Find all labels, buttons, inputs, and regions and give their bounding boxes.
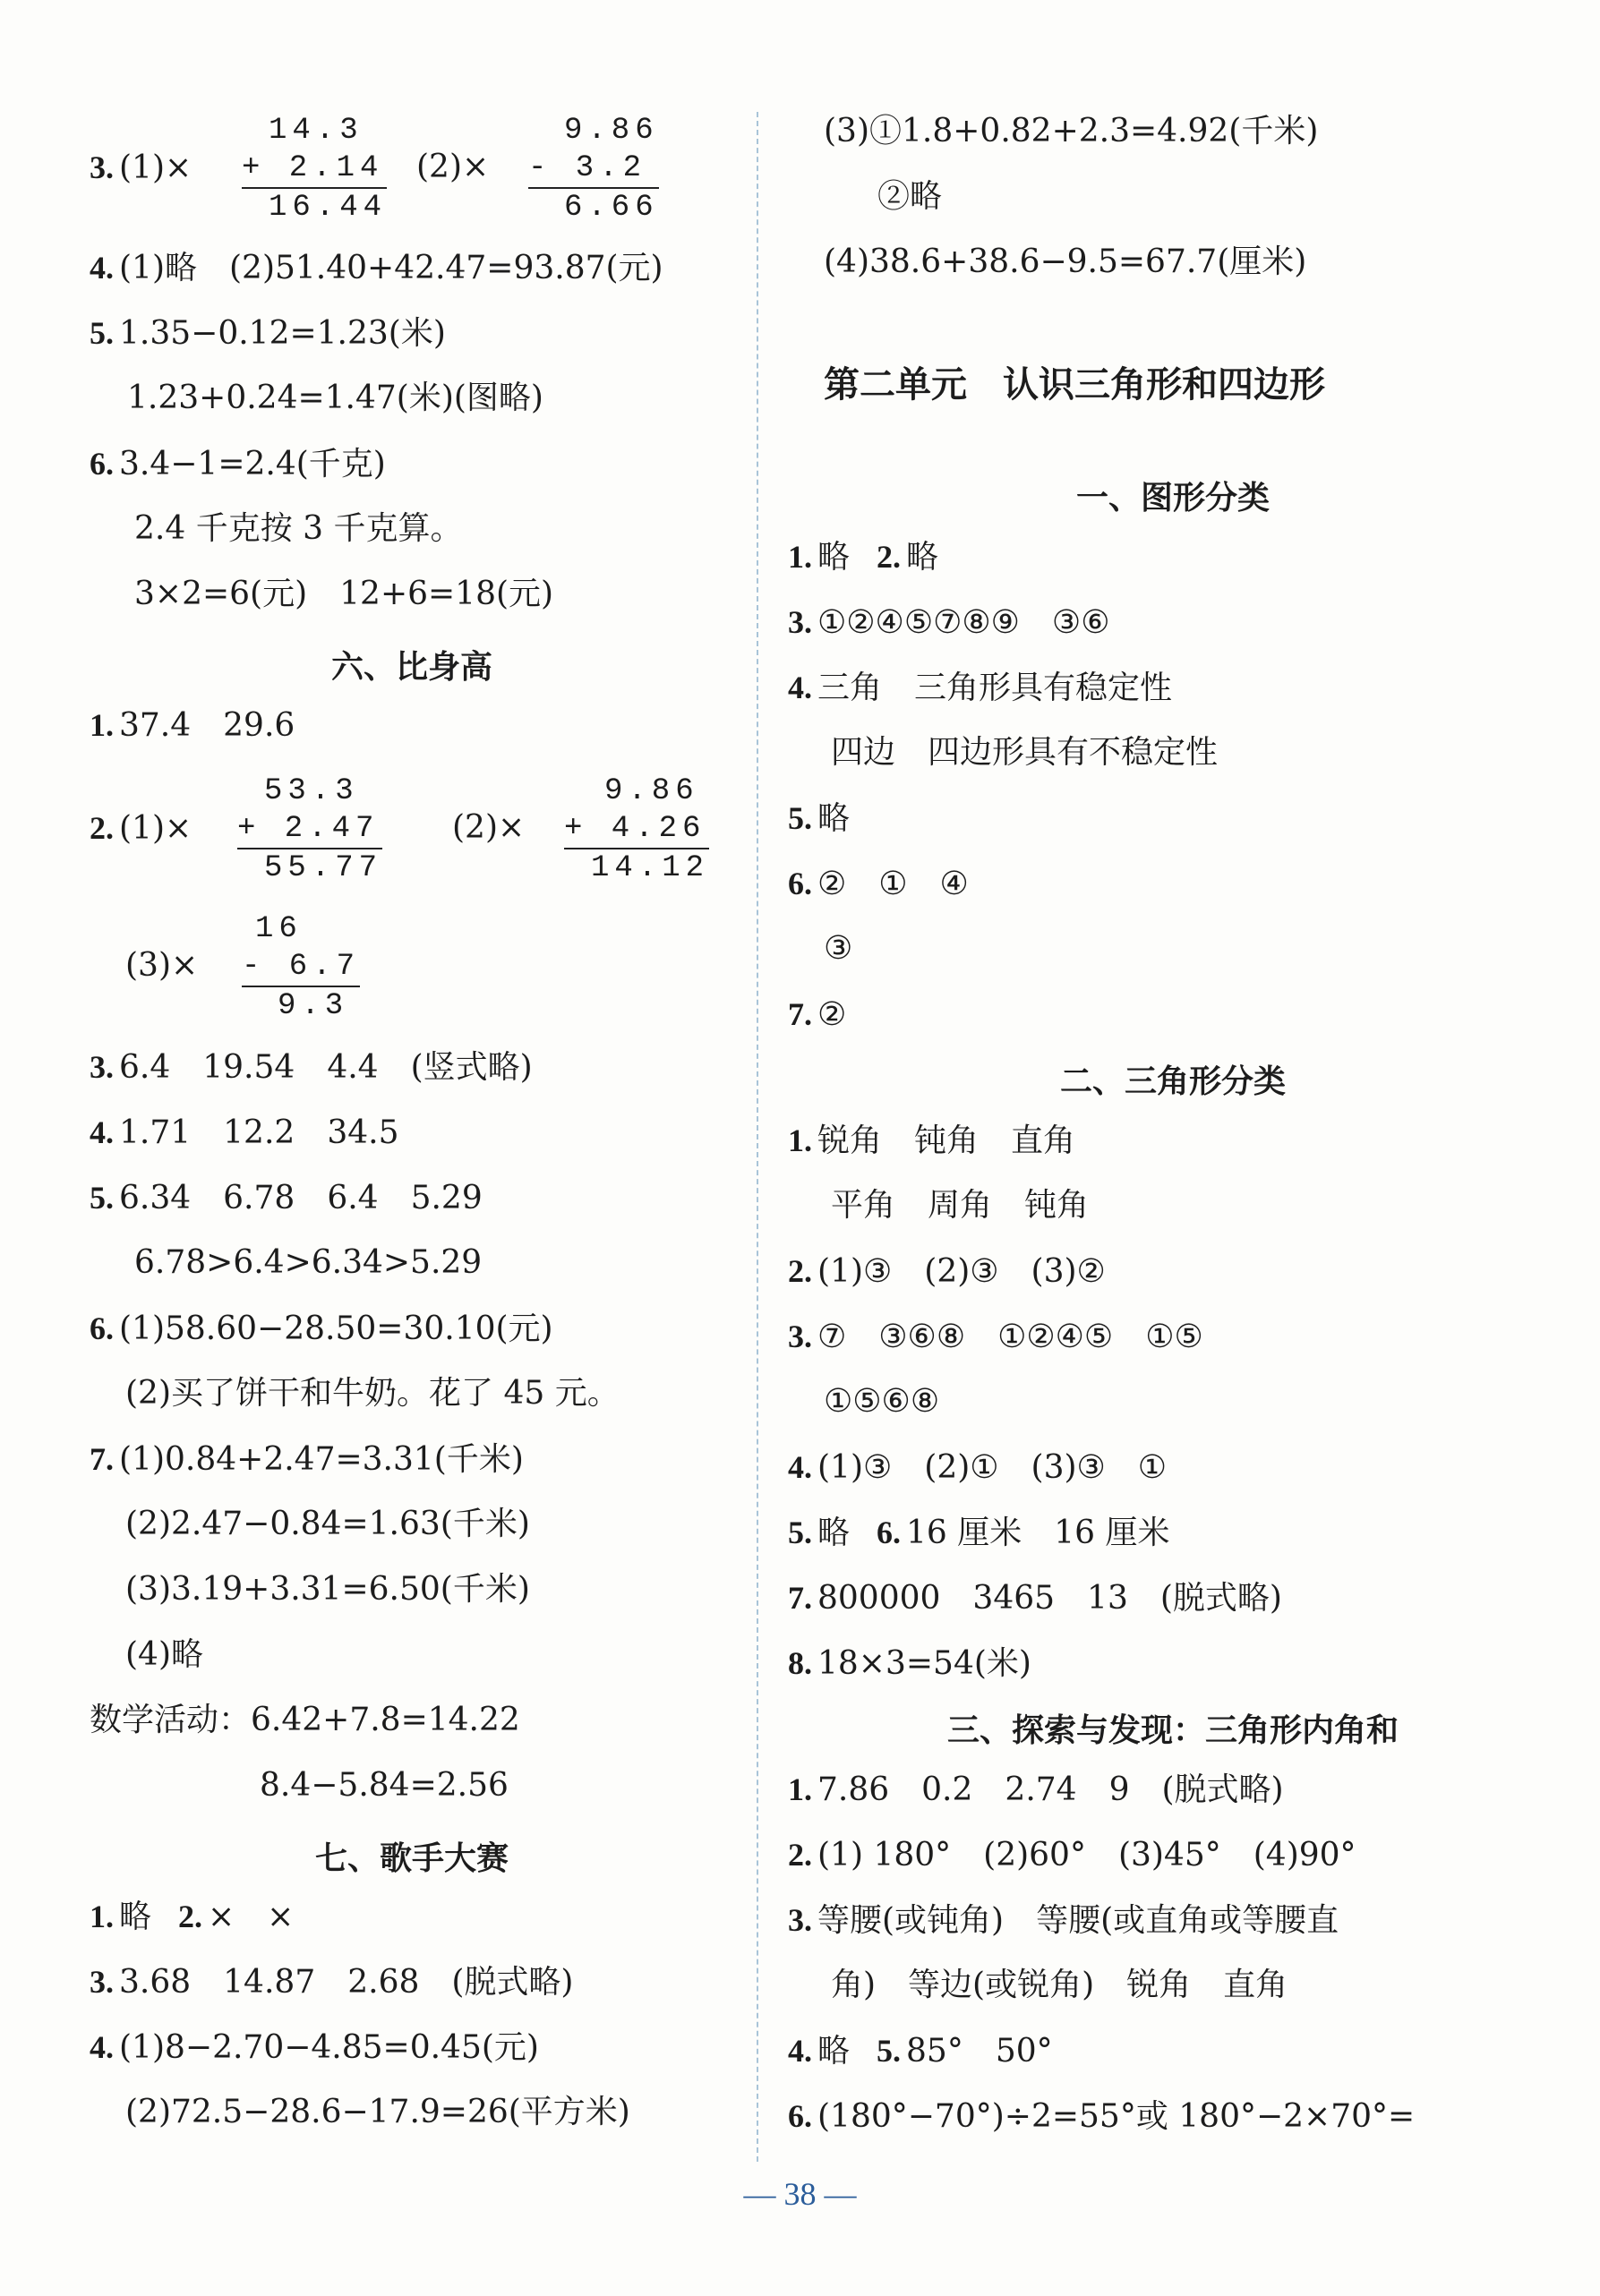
vert-bottom: 16.44 [242, 187, 387, 226]
section-heading-1: 一、图形分类 [1075, 480, 1270, 516]
unit-title: 第二单元 认识三角形和四边形 [824, 364, 1325, 405]
s6-answer-4: 4. 1.71 12.2 34.5 [90, 1114, 399, 1151]
carryover-line-1: (3)①1.8+0.82+2.3=4.92(千米) [824, 113, 1319, 149]
answer-6-cont2: 3×2=6(元) 12+6=18(元) [134, 576, 554, 612]
b-answer-3: 3. ⑦ ③⑥⑧ ①②④⑤ ①⑤ [788, 1319, 1203, 1355]
column-divider [757, 112, 758, 2162]
s6-answer-7-cont1: (2)2.47−0.84=1.63(千米) [125, 1506, 530, 1542]
vertical-calc-a [242, 112, 387, 226]
s7-answer-4: 4. (1)8−2.70−4.85=0.45(元) [90, 2029, 539, 2066]
a-answer-1-2: 1. 略 2. 略 [788, 539, 939, 576]
math-activity: 数学活动：6.42+7.8=14.22 [90, 1702, 520, 1738]
b-answer-5-6: 5. 略 6. 16 厘米 16 厘米 [788, 1515, 1170, 1551]
vertical-calc-b: 9.86 - 3.2 6.66 [528, 114, 659, 225]
s6-answer-1: 1. 37.4 29.6 [90, 707, 295, 744]
section-heading-3: 三、探索与发现：三角形内角和 [946, 1712, 1399, 1749]
b-answer-1-cont: 平角 周角 钝角 [831, 1187, 1090, 1224]
s7-answer-3: 3. 3.68 14.87 2.68 (脱式略) [90, 1964, 574, 2001]
c-answer-3: 3. 等腰(或钝角) 等腰(或直角或等腰直 [788, 1902, 1339, 1939]
a-answer-4-cont: 四边 四边形具有不稳定性 [831, 734, 1219, 771]
s6-answer-2-part3: (3)× [125, 947, 199, 984]
s6-answer-2-part2: (2)× [452, 809, 526, 846]
section-heading-7: 七、歌手大赛 [314, 1840, 509, 1877]
math-activity-cont: 8.4−5.84=2.56 [260, 1767, 509, 1804]
a-answer-6-cont: ③ [824, 930, 853, 967]
s6-answer-2: 2. (1)× [90, 810, 193, 847]
s6-answer-3: 3. 6.4 19.54 4.4 (竖式略) [90, 1049, 533, 1086]
s7-answer-1-2: 1. 略 2. × × [90, 1899, 295, 1935]
answer-4: 4. (1)略 (2)51.40+42.47=93.87(元) [90, 250, 663, 286]
answer-5-cont: 1.23+0.24=1.47(米)(图略) [127, 380, 543, 416]
s6-answer-5: 5. 6.34 6.78 6.4 5.29 [90, 1180, 483, 1216]
a-answer-5: 5. 略 [788, 800, 851, 837]
answer-6-cont1: 2.4 千克按 3 千克算。 [134, 510, 463, 547]
b-answer-8: 8. 18×3=54(米) [788, 1645, 1031, 1682]
c-answer-6: 6. (180°−70°)÷2=55°或 180°−2×70°= [788, 2098, 1416, 2135]
answer-3-part2: (2)× [416, 149, 490, 185]
s6-answer-7-cont3: (4)略 [125, 1636, 203, 1673]
b-answer-3-cont: ①⑤⑥⑧ [824, 1383, 940, 1420]
vert-mid: + 2.14 [242, 151, 384, 185]
vertical-calc-c: 53.3 + 2.47 55.77 [237, 774, 383, 885]
c-answer-4-5: 4. 略 5. 85° 50° [788, 2033, 1053, 2070]
b-answer-2: 2. (1)③ (2)③ (3)② [788, 1253, 1106, 1290]
carryover-line-3: (4)38.6+38.6−9.5=67.7(厘米) [824, 243, 1307, 280]
a-answer-7: 7. ② [788, 996, 847, 1033]
s7-answer-4-cont: (2)72.5−28.6−17.9=26(平方米) [125, 2094, 630, 2130]
a-answer-3: 3. ①②④⑤⑦⑧⑨ ③⑥ [788, 604, 1110, 641]
answer-5: 5. 1.35−0.12=1.23(米) [90, 315, 446, 352]
section-heading-2: 二、三角形分类 [1059, 1063, 1286, 1100]
a-answer-4: 4. 三角 三角形具有稳定性 [788, 670, 1173, 706]
c-answer-1: 1. 7.86 0.2 2.74 9 (脱式略) [788, 1771, 1284, 1808]
section-heading-6: 六、比身高 [330, 649, 492, 686]
s6-answer-7: 7. (1)0.84+2.47=3.31(千米) [90, 1441, 524, 1478]
answer-6: 6. 3.4−1=2.4(千克) [90, 446, 386, 482]
a-answer-6: 6. ② ① ④ [788, 866, 969, 902]
s6-answer-5-cont: 6.78>6.4>6.34>5.29 [134, 1244, 483, 1281]
s6-answer-7-cont2: (3)3.19+3.31=6.50(千米) [125, 1571, 530, 1608]
answer-3-line: 3. (1)× [90, 149, 193, 186]
s6-answer-6: 6. (1)58.60−28.50=30.10(元) [90, 1310, 553, 1347]
carryover-line-2: ②略 [877, 178, 943, 215]
page-number: — 38 — [743, 2176, 857, 2212]
c-answer-3-cont: 角) 等边(或锐角) 锐角 直角 [831, 1967, 1288, 2003]
vertical-calc-e: 16 - 6.7 9.3 [242, 912, 361, 1023]
b-answer-1: 1. 锐角 钝角 直角 [788, 1122, 1076, 1159]
b-answer-4: 4. (1)③ (2)① (3)③ ① [788, 1449, 1168, 1486]
vert-top: 14.3 [269, 114, 364, 148]
s6-answer-6-cont: (2)买了饼干和牛奶。花了 45 元。 [125, 1375, 620, 1412]
c-answer-2: 2. (1) 180° (2)60° (3)45° (4)90° [788, 1837, 1356, 1874]
vertical-calc-d: 9.86 + 4.26 14.12 [564, 774, 710, 885]
b-answer-7: 7. 800000 3465 13 (脱式略) [788, 1580, 1282, 1617]
